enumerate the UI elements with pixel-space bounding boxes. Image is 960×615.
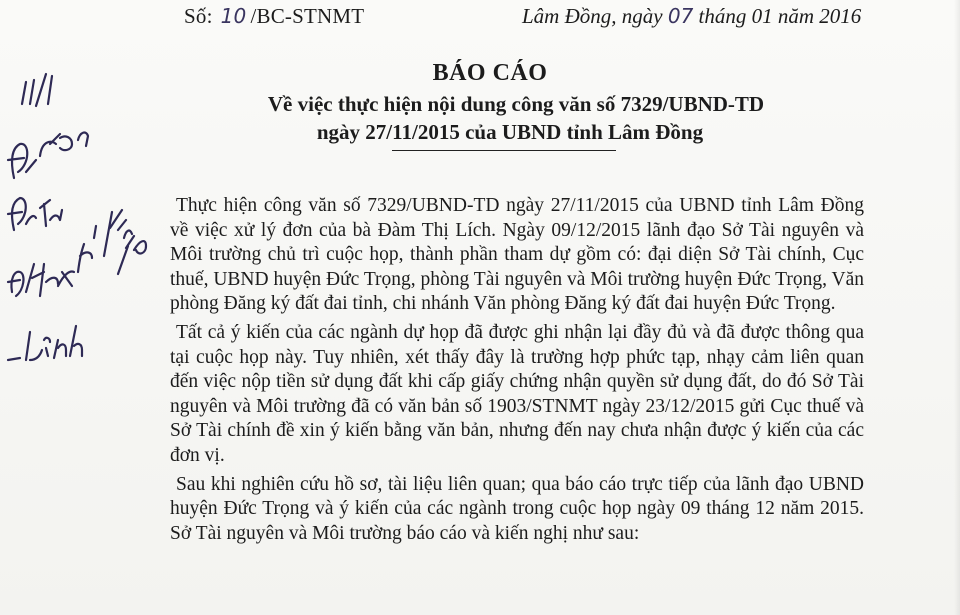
document-number-handwritten: 10: [220, 4, 247, 28]
paragraph-1: Thực hiện công văn số 7329/UBND-TD ngày 27/11/2015 của UBND tỉnh Lâm Đồng về việc xử lý đơn của bà Đàm Thị Lích. Ngày 09/12/2015 lãnh đạo Sở Tài nguyên và Môi trường chủ trì cuộc họp, thành phần tham dự gồm có: đại diện Sở Tài chính, Cục thuế, UBND huyện Đức Trọng, phòng Tài nguyên và Môi trường huyện Đức Trọng, Văn phòng Đăng ký đất đai tỉnh, chi nhánh Văn phòng Đăng ký đất đai huyện Đức Trọng.: [170, 195, 864, 315]
scan-edge-shadow: [954, 0, 960, 615]
document-title: BÁO CÁO: [432, 60, 548, 86]
date-prefix: Lâm Đồng, ngày: [522, 4, 663, 28]
document-number-label: Số:: [184, 4, 213, 28]
handwritten-margin-note: [0, 60, 170, 380]
document-number: [184, 4, 364, 29]
document-number-suffix: /BC-STNMT: [250, 4, 365, 28]
document-subtitle-line-1: Về việc thực hiện nội dung công văn số 7329/UBND-TD: [267, 92, 765, 116]
document-date: [522, 4, 861, 29]
paragraph-2: Tất cả ý kiến của các ngành dự họp đã được ghi nhận lại đầy đủ và đã được thông qua tại cuộc họp này. Tuy nhiên, xét thấy đây là trường hợp phức tạp, nhạy cảm liên quan đến việc nộp tiền sử dụng đất khi cấp giấy chứng nhận quyền sử dụng đất, do đó Sở Tài nguyên và Môi trường đã có văn bản số 1903/STNMT ngày 23/12/2015 gửi Cục thuế và Sở Tài chính đề xin ý kiến bằng văn bản, nhưng đến nay chưa nhận được ý kiến của các đơn vị.: [170, 321, 864, 466]
document-subtitle-line-2: ngày 27/11/2015 của UBND tỉnh Lâm Đồng: [316, 120, 704, 144]
title-underline: [392, 150, 616, 151]
paragraph-3: Sau khi nghiên cứu hồ sơ, tài liệu liên quan; qua báo cáo trực tiếp của lãnh đạo UBND huyện Đức Trọng và ý kiến của các ngành trong cuộc họp ngày 09 tháng 12 năm 2015. Sở Tài nguyên và Môi trường báo cáo và kiến nghị như sau:: [170, 473, 864, 544]
date-suffix: tháng 01 năm 2016: [698, 4, 862, 28]
report-body: [170, 194, 864, 550]
date-day-handwritten: 07: [667, 4, 694, 28]
